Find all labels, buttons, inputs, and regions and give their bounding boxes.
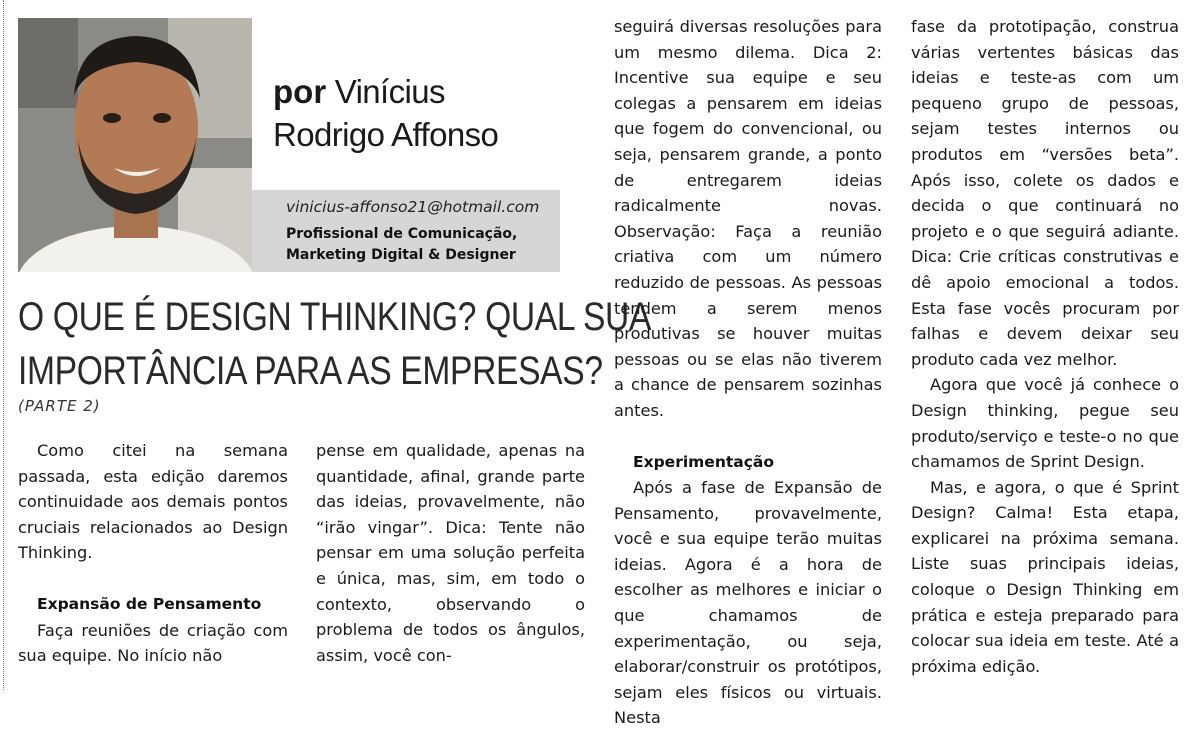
paragraph: Agora que você já conhece o Design thinking, pegue seu produto/serviço e teste-o no que chamamos de Sprint Design. bbox=[911, 375, 1179, 472]
byline-prefix: por bbox=[273, 73, 327, 110]
article-column-3 bbox=[614, 14, 882, 731]
paragraph: Após a fase de Expansão de Pensamento, provavelmente, você e sua equipe terão muitas ideias. Agora é a hora de escolher as melhores e iniciar o que chamamos de experimentação, ou seja, elaborar/construir os protótipos, sejam eles físicos ou virtuais. Nesta bbox=[614, 478, 882, 728]
paragraph: seguirá diversas resoluções para um mesmo dilema. Dica 2: Incentive sua equipe e seu colegas a pensarem em ideias que fogem do convencional, ou seja, pensarem grande, a ponto de entregarem ideias radicalmente novas. Observação: Faça a reunião criativa com um número reduzido de pessoas. As pessoas tendem a serem menos produtivas se houver muitas pessoas ou se elas não tiverem a chance de pensarem sozinhas antes. bbox=[614, 17, 882, 420]
paragraph: pense em qualidade, apenas na quantidade, afinal, grande parte das ideias, provavelmente, não “irão vingar”. Dica: Tente não pensar em uma solução perfeita e única, mas, sim, em todo o contexto, observando o problema de todos os ângulos, assim, você con- bbox=[316, 441, 585, 665]
headline-line1: O QUE É DESIGN THINKING? QUAL SUA bbox=[18, 295, 652, 339]
article-subtitle: (PARTE 2) bbox=[18, 397, 101, 415]
article-column-1 bbox=[18, 438, 288, 669]
section-heading-experimentacao: Experimentação bbox=[633, 452, 775, 471]
author-info-box bbox=[252, 190, 560, 272]
page-edge-dotted-rule bbox=[3, 0, 4, 690]
paragraph: Como citei na semana passada, esta edição daremos continuidade aos demais pontos cruciais relacionados ao Design Thinking. bbox=[18, 441, 288, 563]
author-name-last: Rodrigo Affonso bbox=[273, 116, 499, 153]
author-role-line2: Marketing Digital & Designer bbox=[286, 247, 516, 263]
author-name-first: Vinícius bbox=[334, 73, 445, 110]
article-headline bbox=[18, 290, 652, 398]
paragraph: Faça reuniões de criação com sua equipe. No início não bbox=[18, 620, 288, 666]
author-byline bbox=[273, 70, 593, 156]
article-column-2 bbox=[316, 438, 585, 668]
headline-line2: IMPORTÂNCIA PARA AS EMPRESAS? bbox=[18, 349, 603, 393]
author-role bbox=[286, 224, 517, 266]
author-role-line1: Profissional de Comunicação, bbox=[286, 226, 518, 242]
author-photo bbox=[18, 18, 252, 272]
article-column-4 bbox=[911, 14, 1179, 679]
paragraph: fase da prototipação, construa várias vertentes básicas das ideias e teste-as com um pequeno grupo de pessoas, sejam testes internos ou produtos em “versões beta”. Após isso, colete os dados e decida o que continuará no projeto e o que seguirá adiante. Dica: Crie críticas construtivas e dê apoio emocional a todos. Esta fase vocês procuram por falhas e devem deixar seu produto cada vez melhor. bbox=[911, 17, 1179, 369]
paragraph: Mas, e agora, o que é Sprint Design? Calma! Esta etapa, explicarei na próxima semana. Liste suas principais ideias, coloque o Design Thinking em prática e esteja preparado para colocar sua ideia em teste. Até a próxima edição. bbox=[911, 477, 1179, 676]
author-email[interactable]: vinicius-affonso21@hotmail.com bbox=[286, 198, 540, 216]
section-heading-expansao: Expansão de Pensamento bbox=[37, 594, 262, 613]
